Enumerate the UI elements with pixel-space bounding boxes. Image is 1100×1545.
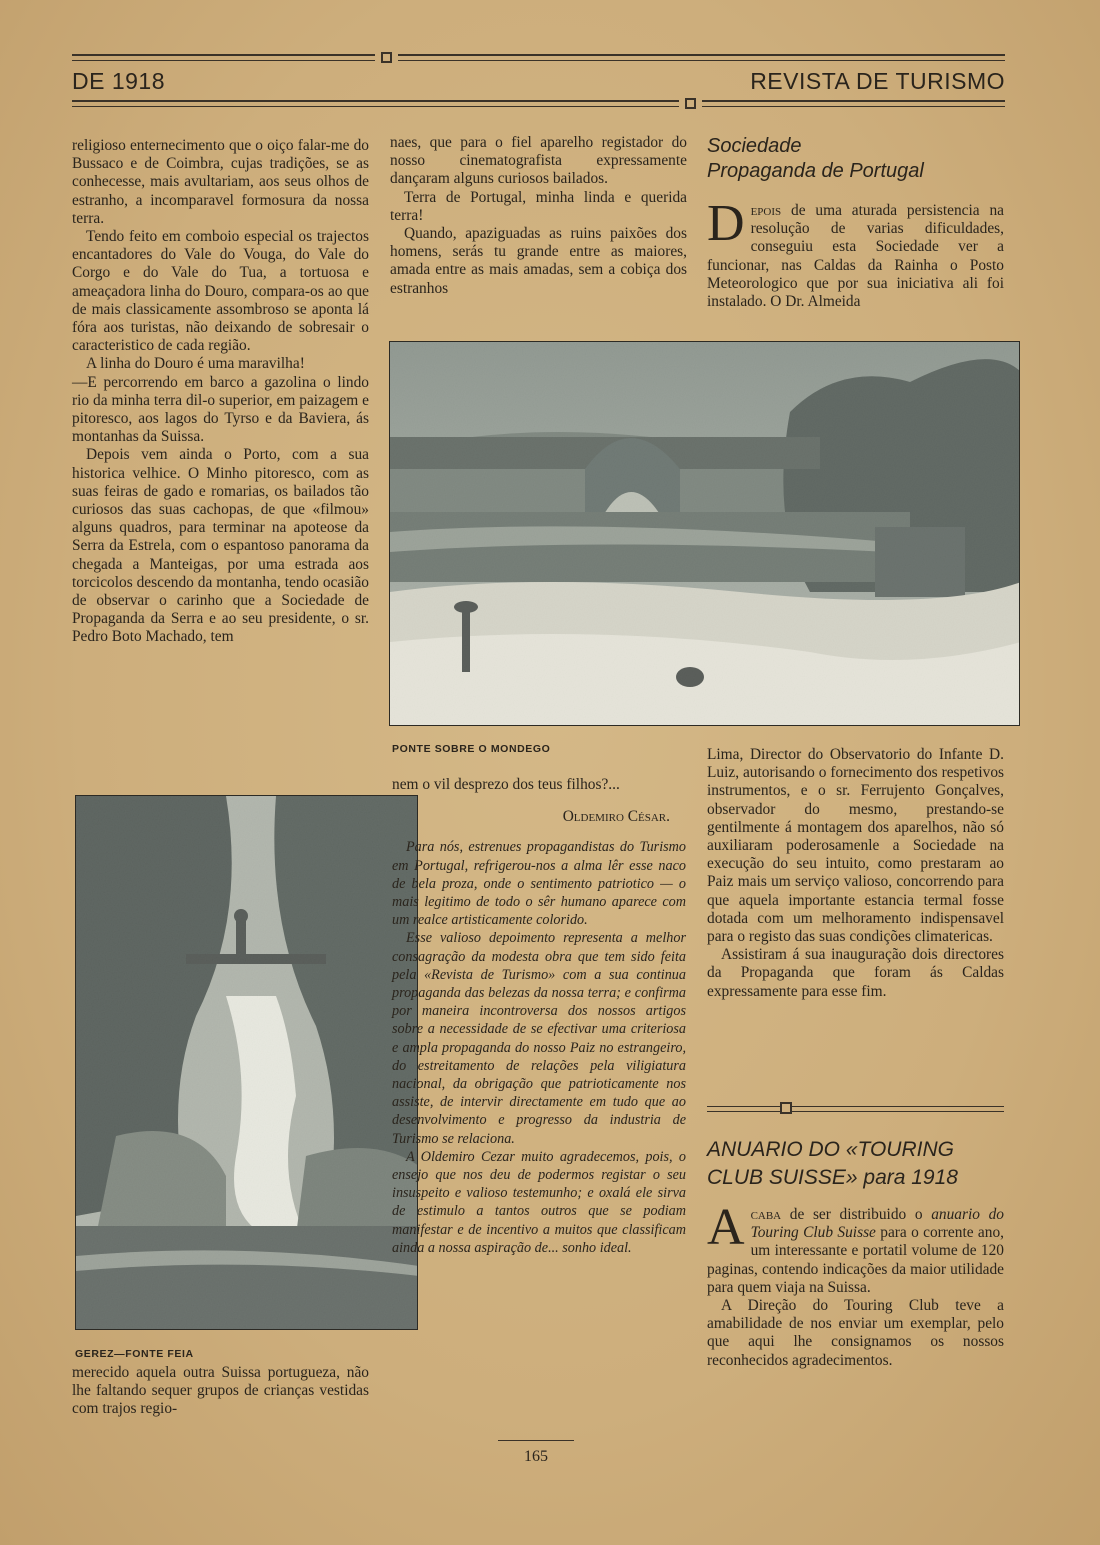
lead-text: de ser distribuido o — [781, 1206, 932, 1223]
header-rule-bottom-right — [702, 100, 1005, 107]
lead-text-rest: para o corrente ano, um interessante e portatil volume de 120 paginas, contendo indicações da maior utilidade para quem viaja na Suissa. — [707, 1224, 1004, 1296]
lead-text: de uma aturada persistencia na resolução de varias dificuldades, conseguiu esta Sociedade ver a funcionar, nas Caldas da Rainha o Posto Meteorologico que por sua iniciativa ali foi instalado. O Dr. Almeida — [707, 202, 1004, 311]
page-number-rule — [498, 1440, 574, 1441]
anuario-title-line-2: CLUB SUISSE» para 1918 — [707, 1166, 958, 1189]
caption-gerez: GEREZ—FONTE FEIA — [75, 1348, 194, 1360]
editorial-note — [392, 838, 686, 1257]
header-date: DE 1918 — [72, 68, 166, 94]
col2-paragraph: Terra de Portugal, minha linda e querida terra! — [390, 188, 687, 224]
anuario-article — [707, 1136, 1004, 1370]
column-3 — [707, 134, 1004, 311]
section-title-sociedade — [707, 134, 1004, 184]
header-rule-bottom-left — [72, 100, 679, 107]
header-rule-top-right — [398, 54, 1005, 61]
editorial-paragraph: A Oldemiro Cezar muito agradecemos, pois, o ensejo que nos deu de podermos registar o seu insuspeito e valioso testemunho; e oxalá ele sirva de estimulo a tantos outros que se podiam manifestar e de incentivo a muitos que classificam ainda a nossa aspiração de... sonho ideal. — [392, 1148, 686, 1256]
column-2 — [390, 134, 687, 298]
column-2-continued — [392, 776, 686, 1257]
anuario-paragraph: A Direção do Touring Club teve a amabilidade de nos enviar um exemplar, pelo que aqui lhe consignamos os nossos reconhecidos agradecimentos. — [707, 1297, 1004, 1369]
editorial-paragraph: Para nós, estrenues propagandistas do Turismo em Portugal, refrigerou-nos a alma lêr esse naco de bela proza, onde o sentimento patriotico — o mais legitimo de todo o sêr humano aparece com um realce artisticamente colorido. — [392, 839, 686, 929]
col1-paragraph: A linha do Douro é uma maravilha! — [86, 355, 305, 373]
header-rule-top-left — [72, 54, 375, 61]
column-1 — [72, 137, 369, 647]
bridge-photo-illustration — [390, 342, 1020, 726]
section-title-line-1: Sociedade — [707, 135, 802, 157]
col2-paragraph: nem o vil desprezo dos teus filhos?... — [392, 776, 620, 793]
column-1-continued — [72, 1364, 369, 1419]
divider-ornament-box — [780, 1102, 792, 1114]
anuario-lead-paragraph — [707, 1199, 1004, 1297]
gerez-photo-illustration — [76, 796, 418, 1330]
col1-paragraph: merecido aquela outra Suissa portugueza, não lhe faltando sequer grupos de crianças vestidas com trajos regio- — [72, 1364, 369, 1418]
header-title: REVISTA DE TURISMO — [750, 68, 1005, 94]
editorial-paragraph: Esse valioso depoimento representa a melhor consagração da modesta obra que tem sido feita pela «Revista de Turismo» com a sua continua propaganda das belezas da nossa terra; e confirma por maneira incontroversa dos nossos artigos sobre a necessidade de se efectivar uma criteriosa e ampla propaganda do nosso Paiz no estrangeiro, do estreitamento de relações pela viligiatura nacional, da obrigação que patrioticamente nos assiste, de intervir directamente em tudo que ao desenvolvimento e progresso da industria de Turismo se relaciona. — [392, 930, 686, 1147]
column-3-continued — [707, 746, 1004, 1001]
anuario-title-line-1: ANUARIO DO «TOURING — [707, 1138, 954, 1161]
sociedade-lead-paragraph — [707, 195, 1004, 311]
col1-paragraph: —E percorrendo em barco a gazolina o lindo rio da minha terra dil-o superior, em paizagem e pitoresco, aos lagos do Tyrso e da Baviera, ás montanhas da Suissa. — [72, 373, 369, 446]
col2-paragraph: naes, que para o fiel aparelho registador do nosso cinematografista expressamente dançaram alguns curiosos bailados. — [390, 134, 687, 188]
dropcap: A — [707, 1199, 745, 1256]
dropcap: D — [707, 195, 745, 252]
header-ornament-box — [381, 52, 392, 63]
section-title-line-2: Propaganda de Portugal — [707, 160, 924, 182]
section-title-anuario — [707, 1136, 1004, 1192]
col1-paragraph: religioso enternecimento que o oiço falar-me do Bussaco e de Coimbra, cujas tradições, se as conhecesse, mais avultariam, aos seus olhos de estranho, a incomparavel formosura da nossa terra. — [72, 137, 369, 227]
photo-gerez-fonte-feia — [75, 795, 418, 1330]
lead-smallcaps: caba — [750, 1206, 782, 1223]
header-ornament-box-2 — [685, 98, 696, 109]
col3-paragraph: Assistiram á sua inauguração dois directores da Propaganda que foram ás Caldas expressamente para esse fim. — [707, 946, 1004, 1000]
author-signature: Oldemiro César. — [562, 808, 670, 826]
col1-paragraph: Tendo feito em comboio especial os trajectos encantadores do Vale do Vouga, do Vale do Corgo e do Vale do Tua, a tortuosa e ameaçadora linha do Douro, compara-os ao que de mais classicamente assombroso se aponta lá fóra aos turistas, não deixando de sobresair o caracteristico de cada região. — [72, 228, 369, 355]
page-number: 165 — [524, 1448, 548, 1465]
anuario-name: anuario do Touring Club Suisse — [750, 1206, 1004, 1242]
caption-bridge: PONTE SOBRE O MONDEGO — [392, 743, 551, 755]
col1-paragraph: Depois vem ainda o Porto, com a sua historica velhice. O Minho pitoresco, com as suas feiras de gado e romarias, os bailados tão curiosos das suas cachopas, de que «filmou» alguns quadros, para terminar na apoteose da Serra da Estrela, com o espantoso panorama da chegada a Manteigas, por uma estrada aos torcicolos descendo da montanha, tendo ocasião de observar o carinho que a Sociedade de Propaganda da Serra e ao seu presidente, o sr. Pedro Boto Machado, tem — [72, 446, 369, 646]
photo-ponte-sobre-o-mondego — [389, 341, 1020, 726]
lead-smallcaps: epois — [750, 202, 782, 219]
section-divider — [707, 1106, 1004, 1112]
col3-paragraph: Lima, Director do Observatorio do Infante D. Luiz, autorisando o fornecimento dos respetivos instrumentos, e o sr. Ferrujento Gonçalves, observador do mesmo, prestando-se gentilmente á montagem dos aparelhos, não só auxiliaram poderosamenle a Sociedade na execução do seu intuito, como prestaram ao Paiz mais um serviço valioso, concorrendo para que aquela importante estancia termal fosse dotada com um melhoramento indispensavel para o registo das suas condições climatericas. — [707, 746, 1004, 946]
col2-paragraph: Quando, apaziguadas as ruins paixões dos homens, serás tu grande entre as maiores, amada entre as mais amadas, sem a cobiça dos estranhos — [390, 225, 687, 297]
